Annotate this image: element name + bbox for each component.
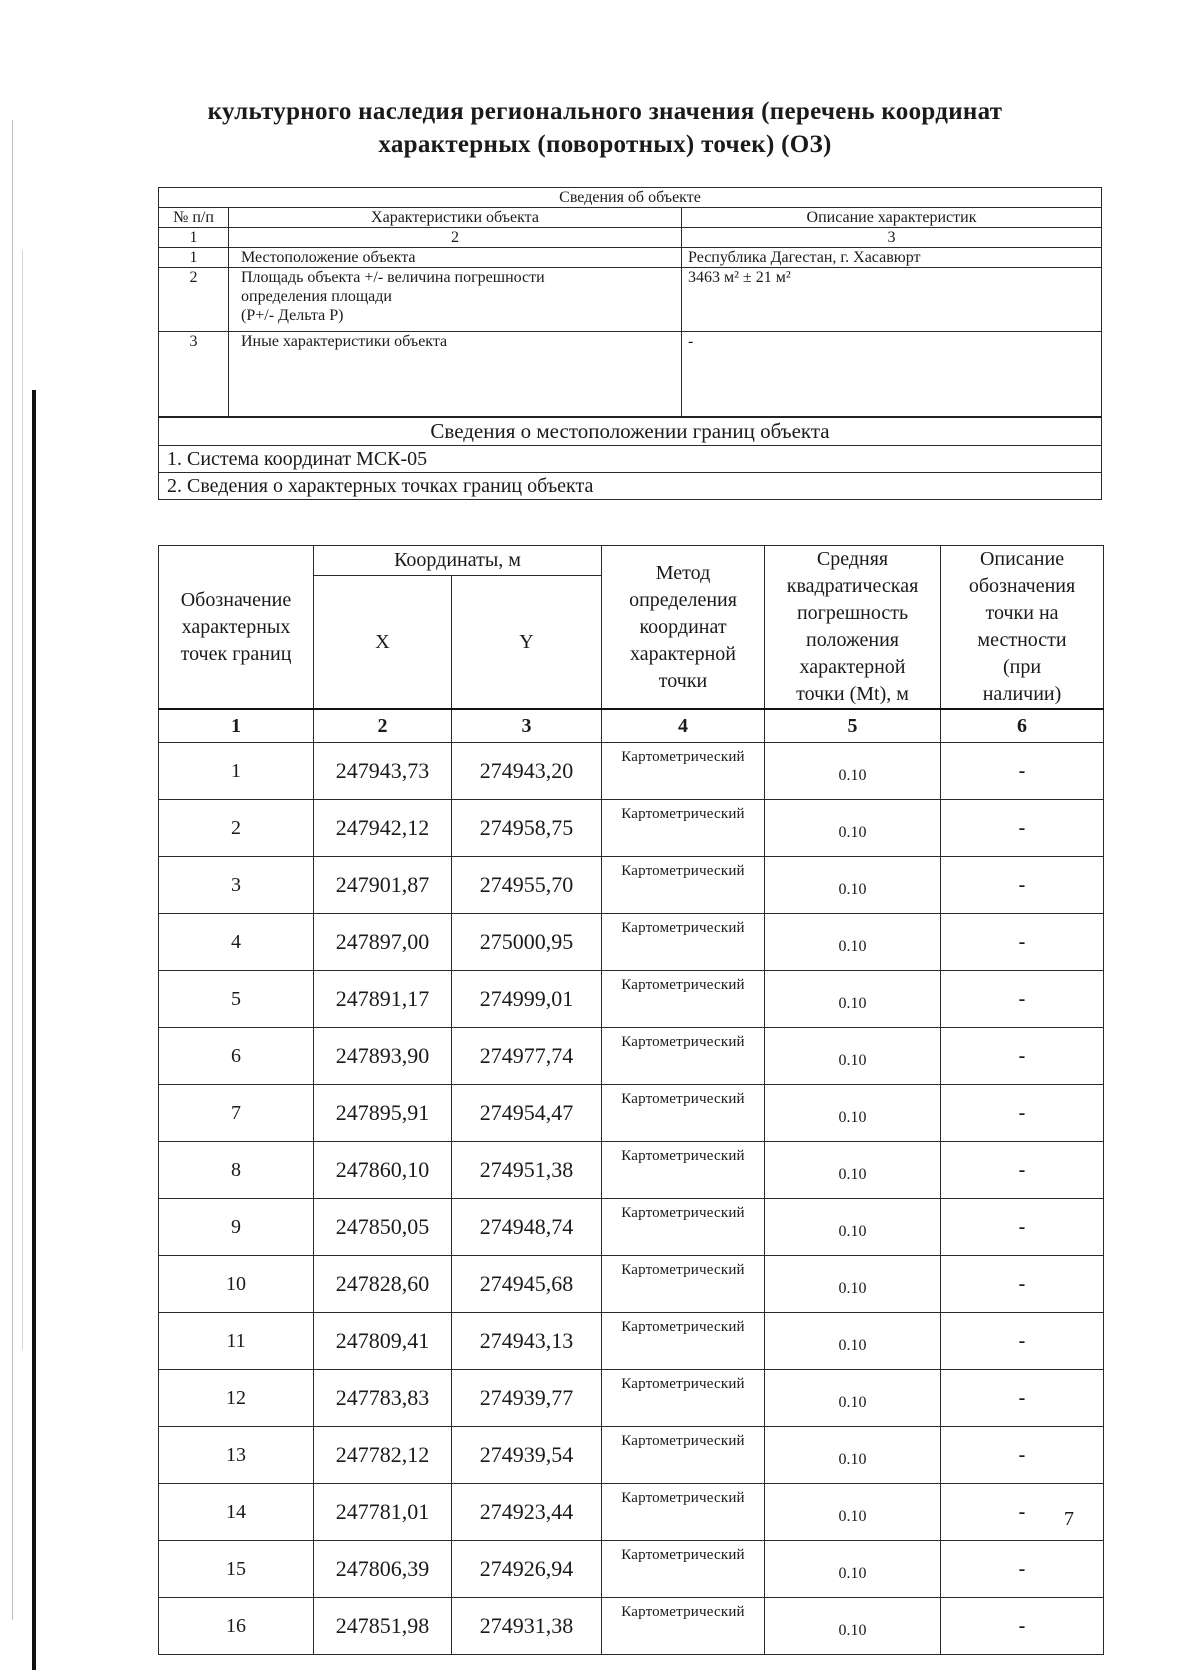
- info-row-area: [159, 268, 1102, 332]
- coord-y: 274948,74: [452, 1199, 602, 1256]
- scan-margin-line: [12, 120, 13, 1620]
- coord-x: 247943,73: [314, 743, 452, 800]
- method-cell: Картометрический: [602, 1256, 765, 1313]
- location-section-title: Сведения о местоположении границ объекта: [159, 417, 1102, 446]
- col-number: 2: [229, 228, 682, 248]
- description-cell: -: [941, 800, 1104, 857]
- coord-y: 274951,38: [452, 1142, 602, 1199]
- col-number: 2: [314, 709, 452, 743]
- header-x: X: [314, 576, 452, 709]
- row-name-line: Площадь объекта +/- величина погрешности: [241, 269, 545, 286]
- table-row: [159, 1427, 1104, 1484]
- col-number: 6: [941, 709, 1104, 743]
- error-cell: 0.10: [765, 1427, 941, 1484]
- coord-y: 274954,47: [452, 1085, 602, 1142]
- table-row: [159, 1142, 1104, 1199]
- error-cell: 0.10: [765, 800, 941, 857]
- error-cell: 0.10: [765, 1256, 941, 1313]
- scan-margin-line-faint: [22, 250, 23, 1350]
- coord-x: 247828,60: [314, 1256, 452, 1313]
- method-cell: Картометрический: [602, 1199, 765, 1256]
- object-info-section-title: Сведения об объекте: [159, 188, 1102, 208]
- point-number: 2: [159, 800, 314, 857]
- points-title: 2. Сведения о характерных точках границ объекта: [159, 473, 1102, 500]
- point-number: 4: [159, 914, 314, 971]
- error-cell: 0.10: [765, 914, 941, 971]
- description-cell: -: [941, 1256, 1104, 1313]
- description-cell: -: [941, 743, 1104, 800]
- scan-binding-edge: [32, 390, 36, 1670]
- row-name: [229, 268, 682, 332]
- coord-y: 274958,75: [452, 800, 602, 857]
- row-name: Иные характеристики объекта: [229, 332, 682, 418]
- table-row: [159, 1313, 1104, 1370]
- description-cell: -: [941, 1598, 1104, 1655]
- table-row: [159, 1028, 1104, 1085]
- method-cell: Картометрический: [602, 1142, 765, 1199]
- header-designation: Обозначение характерных точек границ: [159, 546, 314, 710]
- point-number: 10: [159, 1256, 314, 1313]
- method-cell: Картометрический: [602, 914, 765, 971]
- info-row-location: [159, 248, 1102, 268]
- error-cell: 0.10: [765, 1313, 941, 1370]
- coord-x: 247783,83: [314, 1370, 452, 1427]
- coord-y: 274939,77: [452, 1370, 602, 1427]
- coord-y: 274926,94: [452, 1541, 602, 1598]
- point-number: 9: [159, 1199, 314, 1256]
- point-number: 15: [159, 1541, 314, 1598]
- error-cell: 0.10: [765, 1598, 941, 1655]
- method-cell: Картометрический: [602, 743, 765, 800]
- point-number: 6: [159, 1028, 314, 1085]
- row-num: 2: [159, 268, 229, 332]
- coord-x: 247851,98: [314, 1598, 452, 1655]
- point-number: 13: [159, 1427, 314, 1484]
- header-y: Y: [452, 576, 602, 709]
- point-number: 12: [159, 1370, 314, 1427]
- error-cell: 0.10: [765, 1541, 941, 1598]
- method-cell: Картометрический: [602, 800, 765, 857]
- header-characteristics: Характеристики объекта: [229, 208, 682, 228]
- row-value: Республика Дагестан, г. Хасавюрт: [682, 248, 1102, 268]
- description-cell: -: [941, 1427, 1104, 1484]
- coord-y: 274945,68: [452, 1256, 602, 1313]
- row-name-line: определения площади: [241, 288, 392, 305]
- coord-y: 274931,38: [452, 1598, 602, 1655]
- coord-y: 274939,54: [452, 1427, 602, 1484]
- coord-y: 274955,70: [452, 857, 602, 914]
- coord-x: 247781,01: [314, 1484, 452, 1541]
- point-number: 8: [159, 1142, 314, 1199]
- coord-x: 247806,39: [314, 1541, 452, 1598]
- method-cell: Картометрический: [602, 1484, 765, 1541]
- coord-y: 274977,74: [452, 1028, 602, 1085]
- table-row: [159, 1598, 1104, 1655]
- point-number: 5: [159, 971, 314, 1028]
- table-row: [159, 1199, 1104, 1256]
- description-cell: -: [941, 857, 1104, 914]
- description-cell: -: [941, 1484, 1104, 1541]
- coord-x: 247897,00: [314, 914, 452, 971]
- row-name: Местоположение объекта: [229, 248, 682, 268]
- info-row-other: [159, 332, 1102, 418]
- object-info-table: [158, 187, 1102, 500]
- col-number: 4: [602, 709, 765, 743]
- point-number: 11: [159, 1313, 314, 1370]
- method-cell: Картометрический: [602, 1427, 765, 1484]
- header-num: № п/п: [159, 208, 229, 228]
- error-cell: 0.10: [765, 971, 941, 1028]
- description-cell: -: [941, 971, 1104, 1028]
- coord-x: 247893,90: [314, 1028, 452, 1085]
- coord-y: 274923,44: [452, 1484, 602, 1541]
- method-cell: Картометрический: [602, 1370, 765, 1427]
- table-row: [159, 1484, 1104, 1541]
- error-cell: 0.10: [765, 1484, 941, 1541]
- method-cell: Картометрический: [602, 1313, 765, 1370]
- row-value: -: [682, 332, 1102, 418]
- description-cell: -: [941, 1085, 1104, 1142]
- row-value: 3463 м² ± 21 м²: [682, 268, 1102, 332]
- table-row: [159, 857, 1104, 914]
- table-row: [159, 1370, 1104, 1427]
- page-number: 7: [1064, 1508, 1074, 1530]
- header-method: Метод определения координат характерной точки: [602, 546, 765, 710]
- description-cell: -: [941, 914, 1104, 971]
- description-cell: -: [941, 1199, 1104, 1256]
- coord-x: 247895,91: [314, 1085, 452, 1142]
- description-cell: -: [941, 1313, 1104, 1370]
- point-number: 7: [159, 1085, 314, 1142]
- method-cell: Картометрический: [602, 1085, 765, 1142]
- header-description: Описание характеристик: [682, 208, 1102, 228]
- col-number: 3: [452, 709, 602, 743]
- coord-y: 274999,01: [452, 971, 602, 1028]
- page-title-line-2: характерных (поворотных) точек) (ОЗ): [378, 131, 832, 158]
- coord-x: 247850,05: [314, 1199, 452, 1256]
- coord-x: 247860,10: [314, 1142, 452, 1199]
- point-number: 1: [159, 743, 314, 800]
- row-name-line: (P+/- Дельта P): [241, 307, 344, 324]
- point-number: 14: [159, 1484, 314, 1541]
- point-number: 16: [159, 1598, 314, 1655]
- table-row: [159, 914, 1104, 971]
- error-cell: 0.10: [765, 1142, 941, 1199]
- col-number: 1: [159, 709, 314, 743]
- coord-y: 275000,95: [452, 914, 602, 971]
- coord-x: 247809,41: [314, 1313, 452, 1370]
- col-number: 1: [159, 228, 229, 248]
- coord-x: 247782,12: [314, 1427, 452, 1484]
- header-description: Описание обозначения точки на местности (при наличии): [941, 546, 1104, 710]
- error-cell: 0.10: [765, 857, 941, 914]
- description-cell: -: [941, 1370, 1104, 1427]
- table-row: [159, 743, 1104, 800]
- table-row: [159, 1085, 1104, 1142]
- table-row: [159, 800, 1104, 857]
- description-cell: -: [941, 1541, 1104, 1598]
- error-cell: 0.10: [765, 743, 941, 800]
- coord-x: 247901,87: [314, 857, 452, 914]
- col-number: 3: [682, 228, 1102, 248]
- row-num: 3: [159, 332, 229, 418]
- page-title-line-1: культурного наследия регионального значения (перечень координат: [207, 98, 1003, 125]
- description-cell: -: [941, 1142, 1104, 1199]
- table-row: [159, 971, 1104, 1028]
- method-cell: Картометрический: [602, 1028, 765, 1085]
- header-error: Средняя квадратическая погрешность положения характерной точки (Mt), м: [765, 546, 941, 710]
- method-cell: Картометрический: [602, 1541, 765, 1598]
- coord-y: 274943,20: [452, 743, 602, 800]
- coord-x: 247942,12: [314, 800, 452, 857]
- error-cell: 0.10: [765, 1028, 941, 1085]
- point-number: 3: [159, 857, 314, 914]
- col-number: 5: [765, 709, 941, 743]
- coord-system: 1. Система координат МСК-05: [159, 446, 1102, 473]
- page-title: [150, 95, 1060, 161]
- error-cell: 0.10: [765, 1199, 941, 1256]
- table-row: [159, 1541, 1104, 1598]
- coord-x: 247891,17: [314, 971, 452, 1028]
- error-cell: 0.10: [765, 1085, 941, 1142]
- header-coords-group: Координаты, м: [314, 546, 602, 576]
- method-cell: Картометрический: [602, 1598, 765, 1655]
- method-cell: Картометрический: [602, 971, 765, 1028]
- method-cell: Картометрический: [602, 857, 765, 914]
- points-table: [158, 545, 1104, 1655]
- coord-y: 274943,13: [452, 1313, 602, 1370]
- table-row: [159, 1256, 1104, 1313]
- row-num: 1: [159, 248, 229, 268]
- description-cell: -: [941, 1028, 1104, 1085]
- error-cell: 0.10: [765, 1370, 941, 1427]
